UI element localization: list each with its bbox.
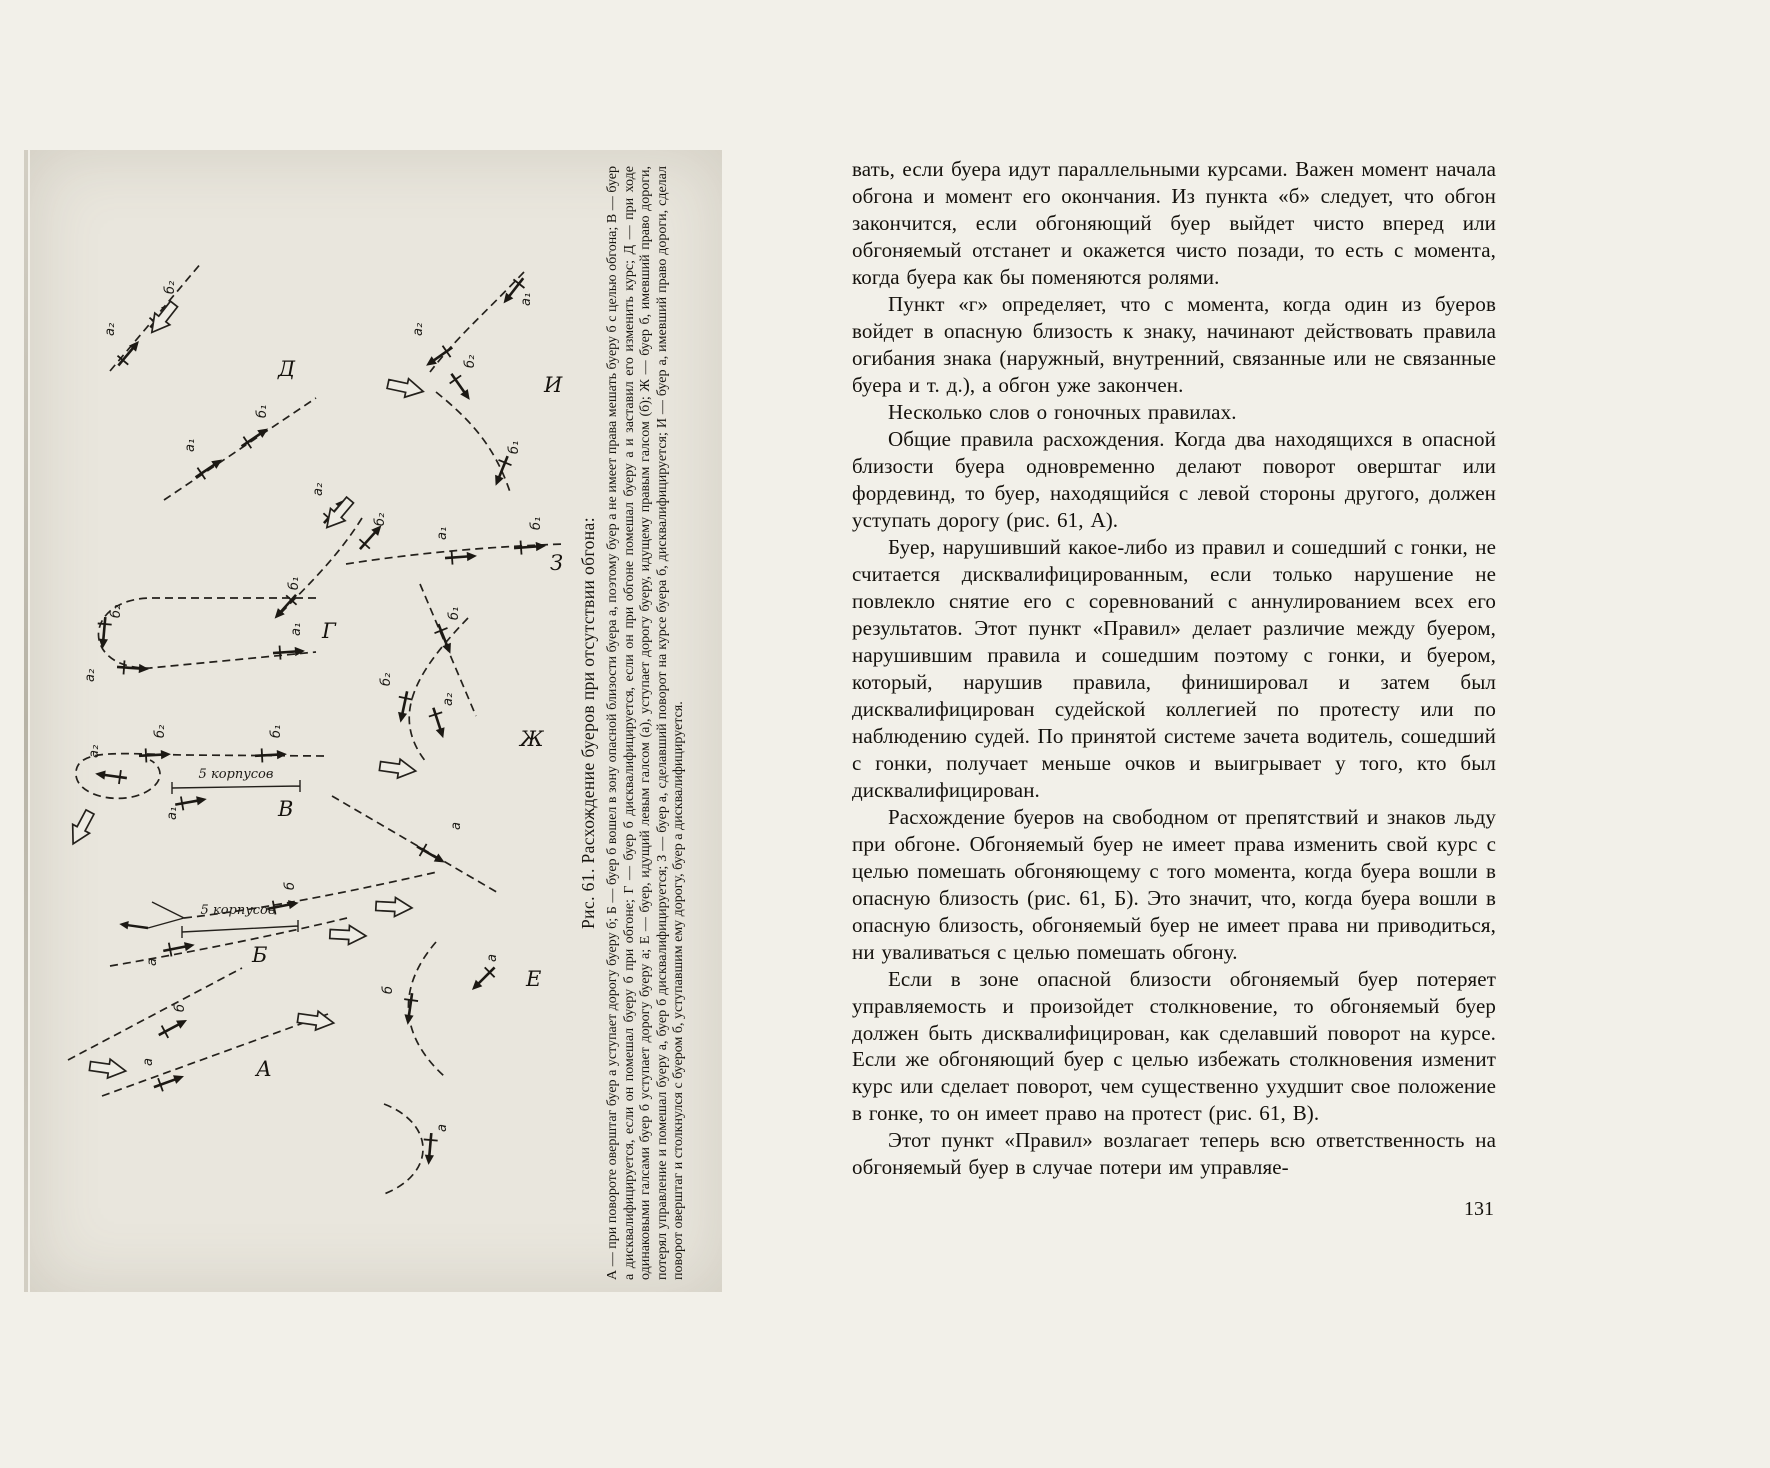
boat-label-a2: а₂ [87, 744, 102, 758]
boat-label-a: а [449, 822, 464, 830]
boat-icon [401, 992, 419, 1026]
page-edge-shadow [24, 150, 28, 1292]
boat-icon [414, 840, 449, 868]
scenario-i-group [386, 272, 563, 492]
track-path [68, 968, 242, 1060]
boat-label-b: б [173, 1003, 188, 1012]
track-path [102, 1014, 328, 1096]
scenario-g-group [83, 584, 476, 716]
boat-icon [255, 747, 288, 763]
boat-label-a2: а₂ [311, 482, 326, 496]
boat-label-b1: б₁ [287, 576, 302, 590]
paragraph: Несколько слов о гоночных правилах. [888, 399, 1237, 424]
scenario-letter-g: Г [322, 619, 336, 643]
boat-label-a1: а₁ [289, 622, 304, 636]
boat-icon [162, 938, 196, 958]
paragraph: вать, если буера идут параллельными курсами. Важен момент начала обгона и момент его окончания. Из пункта «б» следует, что обгон закончится, если обгоняющий буер выйдет чисто вперед или обгоняемый отстанет и окажется чисто позади, то есть с момента, когда буера как бы поменяются ролями. [852, 157, 1496, 289]
distance-bracket [172, 780, 300, 794]
scenario-b-group [110, 872, 437, 967]
wind-arrow-icon [297, 1009, 335, 1033]
boat-label-b2: б₂ [373, 512, 388, 526]
scenario-v-group [65, 725, 500, 894]
page-number: 131 [1464, 1198, 1494, 1220]
boat-icon [514, 539, 547, 555]
scenario-letter-i: И [544, 373, 563, 397]
boat-label-a: а [435, 1124, 450, 1132]
paragraph: Общие правила расхождения. Когда два находящихся в опасной близости буера одновременно делают поворот оверштаг или фордевинд, то буер, находящийся с левой стороны другого, должен уступать дорогу (рис. 61, А). [852, 426, 1496, 532]
boat-label-a2: а₂ [441, 692, 456, 706]
boat-label-b1: б₁ [507, 440, 522, 454]
boat-icon [152, 1070, 187, 1094]
boat-icon [113, 336, 144, 370]
figure-61 [30, 150, 722, 1292]
boat-label-a: а [141, 1058, 156, 1066]
boat-label-a1: а₁ [519, 292, 534, 306]
boat-icon [117, 660, 150, 676]
boat-label-a1: а₁ [183, 438, 198, 452]
boat-icon [94, 767, 128, 785]
boat-icon [446, 370, 476, 404]
scenario-letter-d: Д [278, 357, 296, 381]
boat-label-b: б [381, 985, 396, 994]
boat-icon [432, 621, 457, 656]
paragraph: Если в зоне опасной близости обгоняемый буер потеряет управляемость и произойдет столкновение, то обгоняемый буер должен быть дисквалифицирован, как сделавший поворот на курсе. Если же обгоняющий буер с целью избежать столкновения изменит курс или сделает поворот, чем существенно ухудшит свое положение в гонке, то он имеет право на протест (рис. 61, В). [852, 966, 1496, 1126]
iceboat-diagram [32, 166, 577, 1226]
boat-label-a1: а₁ [435, 526, 450, 540]
boat-icon [422, 342, 456, 372]
wind-arrow-icon [65, 808, 99, 849]
scenario-letter-zh: Ж [520, 727, 544, 751]
scenario-e-group [381, 942, 541, 1194]
scenario-letter-a: А [256, 1057, 272, 1081]
escape-arrow-icon [119, 920, 149, 932]
paragraph: Этот пункт «Правил» возлагает теперь всю ответственность на обгоняемый буер в случае потери им управляе- [852, 1128, 1496, 1180]
track-path [332, 796, 500, 894]
boat-label-b1: б₁ [447, 606, 462, 620]
boat-label-b1: б₁ [269, 724, 284, 738]
figure-caption-body: А — при повороте оверштаг буер а уступает дорогу буеру б; Б — буер б вошел в зону опасной близости буера а, поэтому буер а не имеет права мешать буеру б с целью обгона; В — буер а дисквалифицируется, если он помешал буеру б при обгоне; Г — буер б дисквалифицируется, если он при обгоне помешал буеру а и заставил его изменить курс; Д — при ходе одинаковыми галсами буер б уступает дорогу буеру а; Е — буер, идущий левым галсом (а), уступает дорогу буеру, идущему правым галсом (б); Ж — буер б, имевший право дороги, потерял управление и помешал буеру а, буер б дисквалифицируется; З — буер а, сделавший поворот на курсе буера б, дисквалифицируется; И — буер а, имевший право дороги, сделал поворот оверштаг и столкнулся с буером б, уступавшим ему дорогу, буер а дисквалифицируется. [605, 166, 687, 1280]
figure-caption-title: Рис. 61. Расхождение буеров при отсутствии обгона: [578, 517, 598, 929]
scenario-d-group [103, 262, 316, 500]
boat-label-b2: б₂ [153, 724, 168, 738]
scenario-zh-group [379, 618, 545, 780]
boat-label-b1: б₁ [529, 516, 544, 530]
boat-icon [489, 453, 514, 488]
distance-bracket [182, 920, 298, 938]
body-text-column [852, 156, 1496, 1181]
boat-label-a2: а₂ [411, 322, 426, 336]
boat-icon [155, 1014, 190, 1041]
boat-label-b2: б₂ [109, 604, 124, 618]
five-hulls-label: 5 корпусов [200, 903, 276, 918]
scenario-letter-e: Е [526, 967, 542, 991]
boat-label-a1: а₁ [165, 806, 180, 820]
track-path [384, 1104, 423, 1194]
boat-label-b2: б₂ [379, 672, 394, 686]
scenario-a-group [68, 968, 335, 1096]
figure-caption-rotated [578, 162, 720, 1284]
track-path [408, 942, 444, 1076]
boat-icon [467, 962, 500, 995]
wind-arrow-icon [376, 897, 413, 918]
figure-caption [578, 160, 720, 1282]
boat-label-a2: а₂ [103, 322, 118, 336]
boat-icon [269, 590, 301, 623]
boat-icon [422, 1132, 439, 1165]
wind-arrow-icon [330, 925, 367, 946]
paragraph: Расхождение буеров на свободном от препятствий и знаков льду при обгоне. Обгоняемый буер не имеет права изменить свой курс с целью помешать обгоняющему с того момента, когда буера вошли в опасную близость (рис. 61, Б). Это значит, что, когда буера вошли в опасную близость, обгоняемый буер не имеет права ни приводиться, ни уваливаться с целью помешать обгону. [852, 804, 1496, 964]
wind-arrow-icon [89, 1057, 127, 1081]
boat-label-a2: а₂ [83, 668, 98, 682]
boat-icon [139, 747, 172, 763]
boat-icon [427, 706, 450, 741]
boat-label-a: а [485, 954, 500, 962]
fork-lines [148, 902, 184, 928]
boat-label-b1: б₁ [255, 404, 270, 418]
paragraph: Пункт «г» определяет, что с момента, когда один из буеров войдет в опасную близость к знаку, начинают действовать правила огибания знака (наружный, внутренний, связанные или не связанные буера и т. д.), а обгон уже закончен. [852, 291, 1496, 397]
paragraph: Буер, нарушивший какое-либо из правил и сошедший с гонки, не считается дисквалифицированным, если только нарушение не повлекло снятие его с соревнований с аннулированием всех его результатов. Этот пункт «Правил» делает различие между буером, нарушившим правила и сошедшим поэтому с гонки, и буером, который, нарушив правила, финишировал и затем был дисквалифицирован судейской коллегией по протесту или по наблюдению судей. По принятой системе зачета водитель, сошедший с гонки, получает меньше очков и выигрывает у того, кто был дисквалифицирован. [852, 534, 1496, 802]
boat-label-b: б [283, 881, 298, 890]
boat-label-b2: б₂ [163, 280, 178, 294]
boat-label-b2: б₂ [463, 354, 478, 368]
scenario-z-group [269, 483, 564, 624]
track-path [409, 618, 468, 762]
scenario-letter-v: В [278, 797, 294, 821]
boat-icon [273, 644, 306, 660]
boat-label-a: а [145, 958, 160, 966]
wind-arrow-icon [379, 757, 417, 781]
five-hulls-label: 5 корпусов [198, 767, 274, 782]
scenario-letter-z: З [550, 551, 564, 575]
wind-arrow-icon [386, 375, 425, 401]
scenario-letter-b: Б [252, 943, 268, 967]
